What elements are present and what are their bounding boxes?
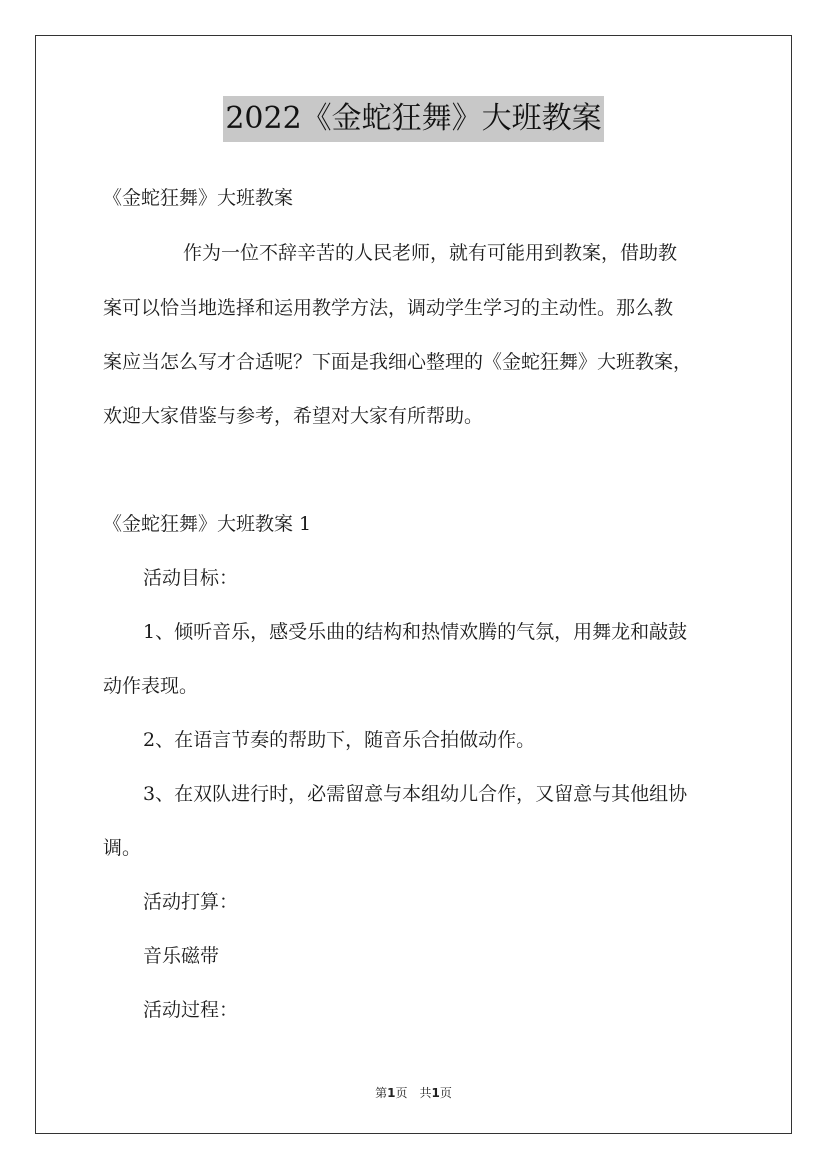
goals-label: 活动目标： — [143, 567, 239, 589]
goal-3-line-2: 调。 — [103, 837, 142, 859]
document-title: 2022《金蛇狂舞》大班教案 — [223, 96, 603, 142]
process-label: 活动过程： — [143, 999, 239, 1021]
intro-line-4: 欢迎大家借鉴与参考，希望对大家有所帮助。 — [103, 405, 484, 427]
footer-prefix: 第 — [375, 1086, 388, 1100]
goal-1-line-1: 1、倾听音乐，感受乐曲的结构和热情欢腾的气氛，用舞龙和敲鼓 — [143, 621, 688, 643]
prep-label: 活动打算： — [143, 891, 239, 913]
section-heading: 《金蛇狂舞》大班教案 1 — [103, 513, 312, 535]
footer-middle: 页 共 — [395, 1086, 432, 1100]
goal-3-line-1: 3、在双队进行时，必需留意与本组幼儿合作，又留意与其他组协 — [143, 783, 688, 805]
intro-line-3: 案应当怎么写才合适呢？下面是我细心整理的《金蛇狂舞》大班教案， — [103, 351, 693, 373]
intro-line-1: 作为一位不辞辛苦的人民老师，就有可能用到教案，借助教 — [183, 242, 678, 264]
footer-page-total: 1 — [431, 1086, 440, 1100]
footer-suffix: 页 — [439, 1086, 452, 1100]
page-footer — [0, 1084, 827, 1101]
intro-line-2: 案可以恰当地选择和运用教学方法，调动学生学习的主动性。那么教 — [103, 297, 674, 319]
prep-item: 音乐磁带 — [143, 945, 220, 967]
goal-2: 2、在语言节奏的帮助下，随音乐合拍做动作。 — [143, 729, 536, 751]
footer-page-number: 1 — [387, 1086, 396, 1100]
subtitle: 《金蛇狂舞》大班教案 — [103, 187, 294, 209]
title-container — [0, 96, 827, 142]
goal-1-line-2: 动作表现。 — [103, 675, 199, 697]
